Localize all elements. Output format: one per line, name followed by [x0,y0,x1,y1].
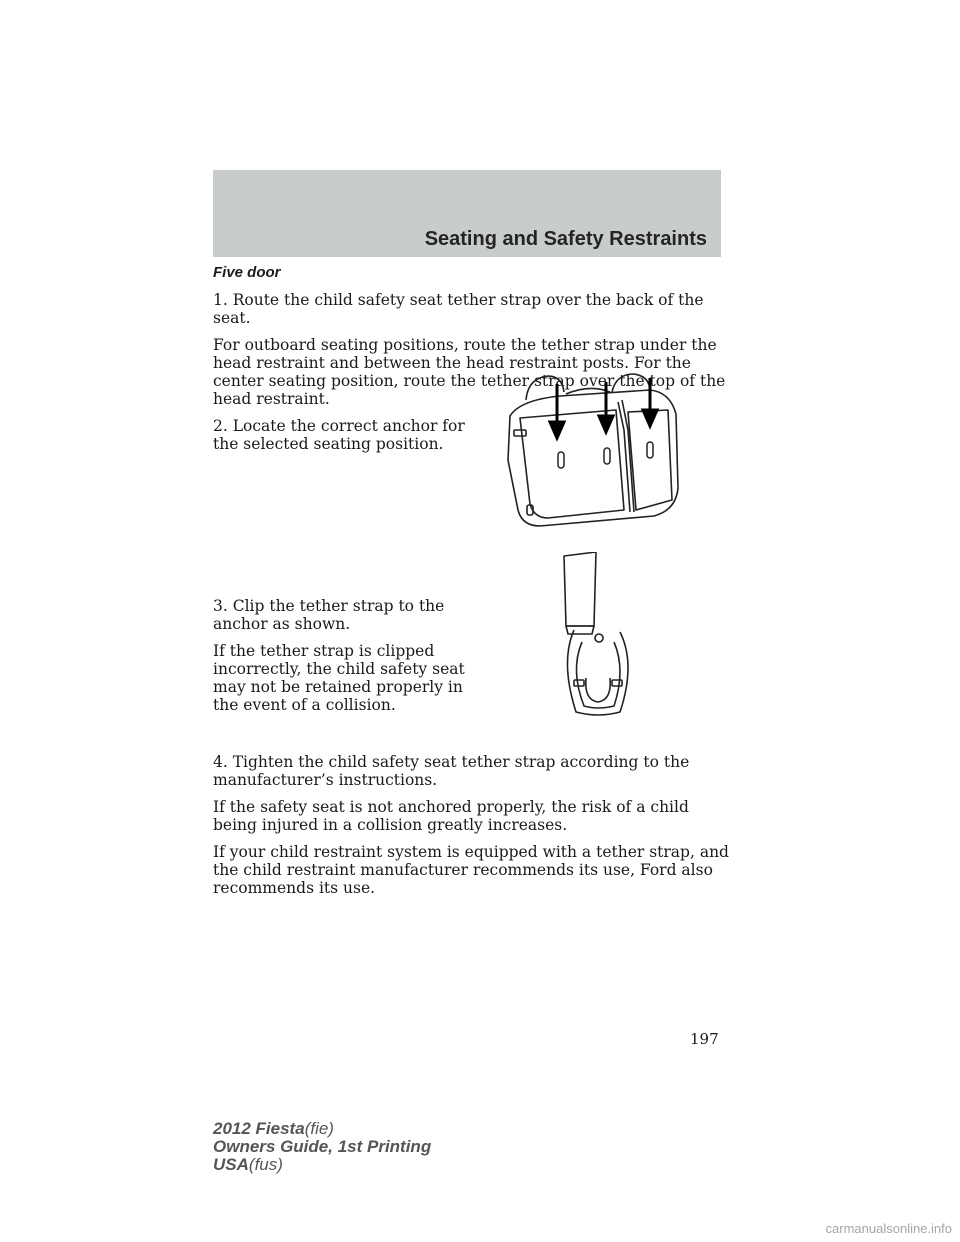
watermark: carmanualsonline.info [825,1221,952,1236]
footer-market-code: (fus) [248,1155,283,1174]
footer-model: 2012 Fiesta [213,1119,305,1138]
outboard-note: For outboard seating positions, route the tether strap under the head restraint and between the head restraint posts. For the center seating position, route the tether strap over the top of the head restraint. [213,336,726,408]
step-2: 2. Locate the correct anchor for the selected seating position. [213,417,465,453]
rear-seat-anchor-illustration [500,370,688,532]
arrow-down-icon [643,410,657,426]
anchor-left [558,452,564,468]
arrow-down-icon [599,416,613,432]
footer-model-code: (fie) [304,1119,334,1138]
document-footer [213,1120,431,1174]
step-3: 3. Clip the tether strap to the anchor as shown. [213,597,445,633]
tether-strap [564,552,596,626]
footer-market: USA [213,1155,249,1174]
anchor-center [604,448,610,464]
recommendation: If your child restraint system is equipped with a tether strap, and the child restraint manufacturer recommends its use, Ford also recommends its use. [213,843,729,897]
subsection-heading: Five door [213,264,281,281]
footer-guide: Owners Guide, 1st Printing [213,1137,432,1156]
step-1: 1. Route the child safety seat tether strap over the back of the seat. [213,291,704,327]
step-4: 4. Tighten the child safety seat tether strap according to the manufacturer’s instructions. [213,753,690,789]
clip-warning: If the tether strap is clipped incorrectly, the child safety seat may not be retained properly in the event of a collision. [213,642,465,714]
section-title: Seating and Safety Restraints [424,228,707,250]
page-number: 197 [690,1030,719,1048]
tether-clip-illustration [558,552,638,717]
anchor-warning: If the safety seat is not anchored properly, the risk of a child being injured in a collision greatly increases. [213,798,689,834]
page-content [213,264,733,906]
anchor-right [647,442,653,458]
figure-spacer [213,723,733,753]
arrow-down-icon [550,422,564,438]
section-header-band [213,170,721,257]
right-head-restraint [612,374,650,392]
